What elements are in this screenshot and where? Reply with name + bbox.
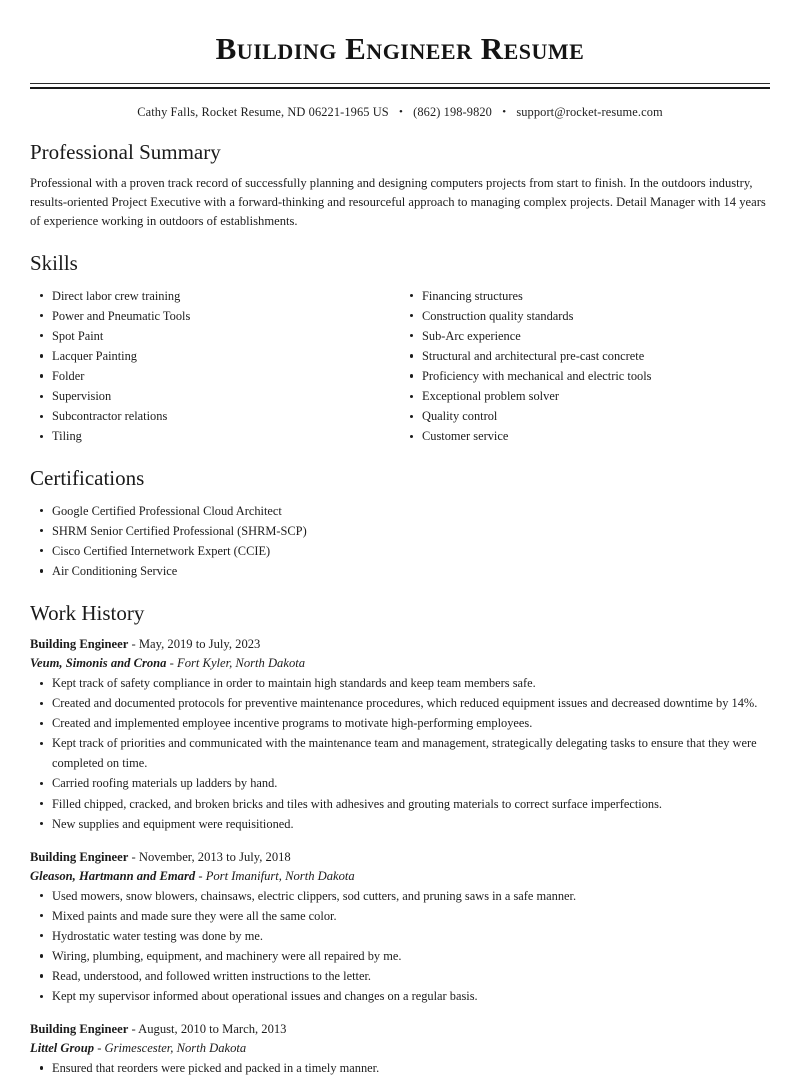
list-item: Mixed paints and made sure they were all the same color. <box>52 906 770 926</box>
job-title-line <box>30 848 770 867</box>
list-item: Kept track of safety compliance in order to maintain high standards and keep team members safe. <box>52 673 770 693</box>
list-item: Air Conditioning Service <box>52 561 770 581</box>
job-location: Fort Kyler, North Dakota <box>177 656 306 671</box>
summary-text: Professional with a proven track record of successfully planning and designing computers projects from start to finish. In the outdoors industry, results-oriented Project Executive with a forward-thinking and resourceful approach to managing complex projects. Detail Manager with 14 years of experience working in outdoors of establishments. <box>30 175 766 229</box>
job-company-line <box>30 1039 770 1058</box>
section-certifications <box>30 465 770 581</box>
list-item: Customer service <box>422 426 770 446</box>
list-item: Folder <box>52 366 400 386</box>
list-item: Exceptional problem solver <box>422 386 770 406</box>
job-dash: - <box>169 656 174 671</box>
list-item: Direct labor crew training <box>52 286 400 306</box>
job-company-line <box>30 867 770 886</box>
work-history-entry <box>30 1020 770 1078</box>
section-heading-summary: Professional Summary <box>30 139 221 164</box>
list-item: Sub-Arc experience <box>422 326 770 346</box>
resume-page <box>0 30 800 1078</box>
list-item: New supplies and equipment were requisitioned. <box>52 814 770 834</box>
work-history-entry <box>30 635 770 834</box>
section-heading-skills: Skills <box>30 251 78 276</box>
section-heading-work-history: Work History <box>30 600 145 625</box>
contact-info <box>30 105 770 120</box>
list-item: Filled chipped, cracked, and broken bricks and tiles with adhesives and grouting materials to correct surface imperfections. <box>52 794 770 814</box>
job-title: Building Engineer <box>30 849 129 864</box>
list-item: Used mowers, snow blowers, chainsaws, electric clippers, sod cutters, and pruning saws in a safe manner. <box>52 886 770 906</box>
job-bullets <box>30 673 770 834</box>
list-item: Lacquer Painting <box>52 346 400 366</box>
list-item: Google Certified Professional Cloud Architect <box>52 501 770 521</box>
job-dash: - <box>97 1041 102 1055</box>
list-item: Spot Paint <box>52 326 400 346</box>
job-bullets <box>30 886 770 1007</box>
list-item: Supervision <box>52 386 400 406</box>
job-dates: August, 2010 to March, 2013 <box>138 1022 287 1037</box>
list-item: SHRM Senior Certified Professional (SHRM-SCP) <box>52 521 770 541</box>
list-item: Created and documented protocols for preventive maintenance procedures, which reduced equipment issues and decreased downtime by 14%. <box>52 693 770 713</box>
job-dates: May, 2019 to July, 2023 <box>138 637 261 652</box>
contact-phone: (862) 198-9820 <box>413 104 492 119</box>
job-company: Littel Group <box>30 1041 95 1055</box>
header-divider-inner <box>30 87 770 89</box>
job-title: Building Engineer <box>30 1022 129 1037</box>
list-item: Quality control <box>422 406 770 426</box>
job-title: Building Engineer <box>30 637 129 652</box>
job-dash: - <box>131 849 136 864</box>
job-location: Grimescester, North Dakota <box>104 1041 247 1055</box>
list-item: Proficiency with mechanical and electric tools <box>422 366 770 386</box>
skills-list-left <box>30 286 400 447</box>
job-company: Veum, Simonis and Crona <box>30 656 167 671</box>
section-professional-summary <box>30 139 770 232</box>
section-skills <box>30 250 770 446</box>
list-item: Ensured that reorders were picked and packed in a timely manner. <box>52 1058 770 1078</box>
list-item: Wiring, plumbing, equipment, and machinery were all repaired by me. <box>52 946 770 966</box>
contact-address: Cathy Falls, Rocket Resume, ND 06221-1965 US <box>137 104 389 119</box>
list-item: Kept my supervisor informed about operational issues and changes on a regular basis. <box>52 986 770 1006</box>
job-location: Port Imanifurt, North Dakota <box>205 868 355 883</box>
list-item: Kept track of priorities and communicated with the maintenance team and management, strategically delegating tasks to ensure that they were completed on time. <box>52 733 770 773</box>
contact-email: support@rocket-resume.com <box>516 104 663 119</box>
job-company: Gleason, Hartmann and Emard <box>30 868 196 883</box>
job-bullets <box>30 1058 770 1078</box>
list-item: Power and Pneumatic Tools <box>52 306 400 326</box>
job-company-line <box>30 654 770 673</box>
job-title-line <box>30 635 770 654</box>
list-item: Created and implemented employee incentive programs to motivate high-performing employees. <box>52 713 770 733</box>
work-history-entry <box>30 848 770 1006</box>
skills-columns <box>30 286 770 447</box>
job-dash: - <box>131 1022 136 1037</box>
contact-separator-1: • <box>398 105 403 118</box>
skills-list-right <box>400 286 770 447</box>
list-item: Carried roofing materials up ladders by hand. <box>52 773 770 793</box>
list-item: Hydrostatic water testing was done by me. <box>52 926 770 946</box>
job-dash: - <box>198 868 203 883</box>
list-item: Cisco Certified Internetwork Expert (CCIE) <box>52 541 770 561</box>
list-item: Structural and architectural pre-cast concrete <box>422 346 770 366</box>
job-dates: November, 2013 to July, 2018 <box>138 849 291 864</box>
skills-column-left <box>30 286 400 447</box>
contact-separator-2: • <box>502 105 507 118</box>
list-item: Construction quality standards <box>422 306 770 326</box>
list-item: Read, understood, and followed written instructions to the letter. <box>52 966 770 986</box>
job-title-line <box>30 1020 770 1039</box>
section-work-history <box>30 600 770 1078</box>
list-item: Tiling <box>52 426 400 446</box>
certifications-list <box>30 501 770 581</box>
header-divider <box>30 83 770 89</box>
page-title: Building Engineer Resume <box>215 31 585 66</box>
job-dash: - <box>131 637 136 652</box>
section-heading-certifications: Certifications <box>30 466 145 491</box>
list-item: Subcontractor relations <box>52 406 400 426</box>
list-item: Financing structures <box>422 286 770 306</box>
skills-column-right <box>400 286 770 447</box>
